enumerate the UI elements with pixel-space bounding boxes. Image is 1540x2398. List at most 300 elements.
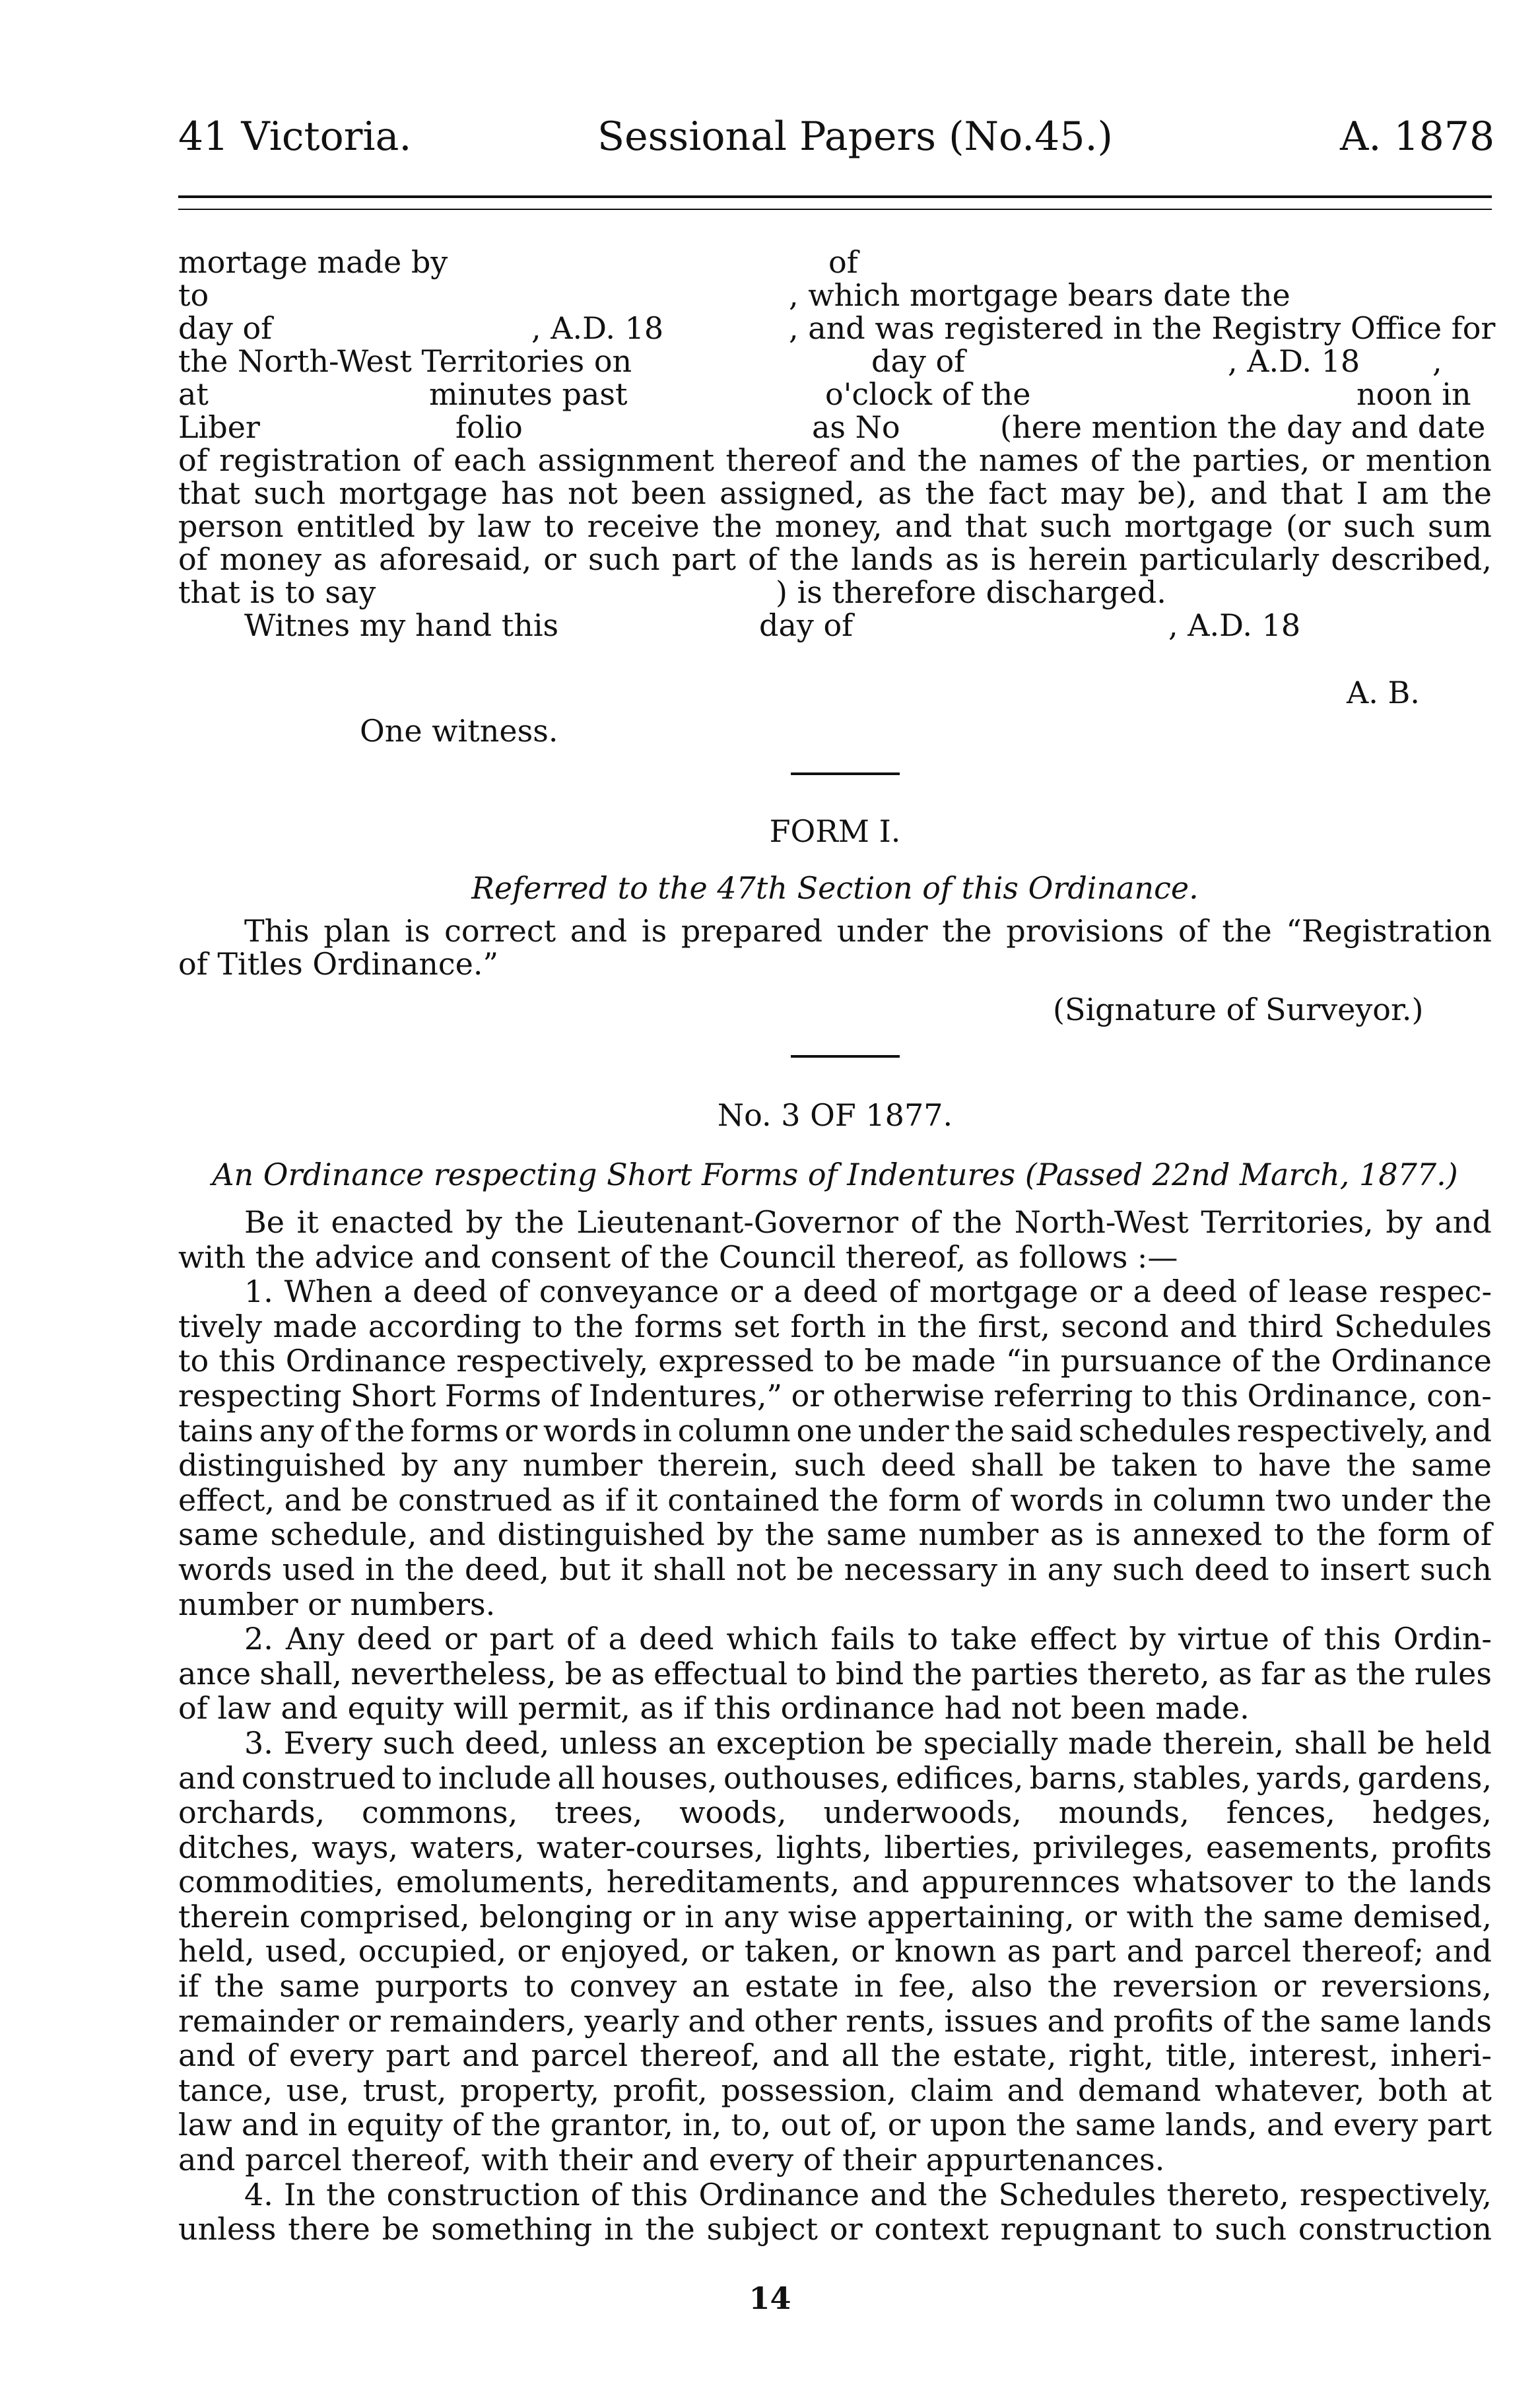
word: second — [1061, 1308, 1169, 1344]
word: fee, — [898, 1968, 956, 2004]
word: that — [1281, 475, 1343, 511]
form-h-row-say — [178, 576, 1492, 609]
word: exception — [716, 1725, 865, 1761]
word: This — [244, 913, 310, 949]
word: interest, — [1249, 2038, 1379, 2074]
text-line — [178, 2004, 1492, 2039]
word: context — [874, 2211, 989, 2247]
word: emoluments, — [395, 1864, 595, 1900]
word: in — [1007, 1551, 1038, 1587]
word: this — [218, 1343, 276, 1379]
word: convey — [569, 1968, 677, 2004]
word: shall — [653, 1551, 726, 1587]
word: tance, — [178, 2072, 273, 2108]
word: any — [1047, 1551, 1102, 1587]
text-line — [178, 2177, 1492, 2212]
word: particularly — [1139, 541, 1320, 577]
form-h-text: , which mortgage bears date the — [789, 277, 1290, 313]
word: profits — [1113, 2003, 1214, 2039]
word: or — [1321, 442, 1355, 478]
form-h-row-4 — [178, 345, 1492, 378]
word: reversions, — [1321, 1968, 1492, 2004]
word: part — [671, 541, 737, 577]
word: mounds, — [1058, 1795, 1189, 1831]
word: as — [1007, 1933, 1041, 1970]
word: part — [489, 1621, 554, 1657]
word: title, — [1165, 2038, 1238, 2074]
word: the — [952, 1204, 1003, 1240]
word: respectively, — [1300, 2176, 1492, 2212]
word: deed — [1194, 1551, 1269, 1587]
word: form — [888, 1482, 962, 1518]
word: and — [178, 1760, 236, 1796]
word: and — [852, 1864, 910, 1900]
word: insert — [1320, 1551, 1410, 1587]
word: as — [333, 541, 368, 577]
word: necessary — [844, 1551, 998, 1587]
form-h-text: , A.D. 18 — [1228, 343, 1360, 379]
word: this — [1323, 1621, 1381, 1657]
word: in — [1114, 1482, 1143, 1518]
word: of — [566, 1621, 596, 1657]
text-line — [178, 1309, 1492, 1344]
word: deed, — [465, 1725, 550, 1761]
word: the — [1271, 1343, 1322, 1379]
text-line — [178, 1726, 1492, 1761]
text-line — [178, 444, 1492, 477]
word: of, — [840, 2107, 879, 2143]
word: water-courses, — [536, 1829, 764, 1865]
text-line — [178, 1517, 1492, 1552]
form-h-text: to — [178, 277, 209, 313]
form-h-text: Liber — [178, 409, 260, 445]
word: by — [1386, 1204, 1423, 1240]
word: in — [854, 1968, 884, 2004]
word: is — [641, 913, 667, 949]
word: 4. — [244, 2176, 273, 2212]
word: of — [1232, 1343, 1261, 1379]
word: and — [284, 1482, 342, 1518]
word: such — [1215, 2211, 1287, 2247]
word: money, — [774, 508, 883, 544]
word: words — [178, 1551, 273, 1587]
word: words — [543, 1412, 637, 1449]
word: trust, — [362, 2072, 447, 2108]
word: con- — [1426, 1377, 1492, 1414]
word: Be — [244, 1204, 285, 1240]
word: When — [284, 1274, 373, 1310]
word: repugnant — [1000, 2211, 1161, 2247]
word: used, — [265, 1933, 348, 1970]
word: lease — [1289, 1274, 1368, 1310]
word: entitled — [296, 508, 415, 544]
word: as — [1313, 1655, 1347, 1692]
word: be — [564, 1655, 603, 1692]
word: liberties, — [884, 1829, 1021, 1865]
word: such — [383, 1725, 455, 1761]
word: to — [401, 1760, 432, 1796]
text-line — [178, 477, 1492, 510]
word: as — [878, 475, 912, 511]
word: the — [890, 2038, 941, 2074]
form-h-text: at — [178, 376, 209, 412]
word: by — [428, 508, 465, 544]
word: appertaining, — [867, 1898, 1075, 1935]
form-h-text: Witnes my hand this — [244, 607, 559, 643]
word: as — [1050, 1517, 1084, 1553]
text-line — [178, 2107, 1492, 2142]
word: this — [1181, 1377, 1239, 1414]
word: ance — [178, 1655, 251, 1692]
word: conveyance — [539, 1274, 720, 1310]
header-title: Sessional Papers (No.45.) — [597, 114, 1113, 160]
word: two — [1275, 1482, 1332, 1518]
word: or — [1273, 1968, 1306, 2004]
word: forth — [790, 1308, 867, 1344]
word: a — [384, 1274, 402, 1310]
word: third — [1248, 1308, 1323, 1344]
word: gardens, — [1357, 1760, 1492, 1796]
word: and — [1210, 475, 1267, 511]
word: assigned, — [720, 475, 865, 511]
word: commodities, — [178, 1864, 384, 1900]
word: column — [677, 1412, 791, 1449]
word: 3. — [244, 1725, 273, 1761]
word: woods, — [679, 1795, 787, 1831]
word: outhouses, — [723, 1760, 890, 1796]
word: taken — [1111, 1447, 1198, 1484]
word: money — [219, 541, 321, 577]
form-h-text: day of — [178, 310, 273, 346]
word: been — [631, 475, 706, 511]
word: an — [692, 1968, 730, 2004]
form-h-text: day of — [759, 607, 854, 643]
form-i-paragraph — [178, 914, 1492, 980]
word: effectual — [653, 1655, 788, 1692]
word: person — [178, 508, 284, 544]
word: or — [543, 541, 576, 577]
word: deed — [1162, 1274, 1238, 1310]
word: not — [568, 475, 618, 511]
word: claim — [910, 2072, 993, 2108]
word: distinguished — [178, 1447, 386, 1484]
word: the — [918, 442, 968, 478]
word: in — [685, 1898, 714, 1935]
word: reversion — [1112, 1968, 1258, 2004]
word: assignment — [537, 442, 715, 478]
word: unless — [559, 1725, 658, 1761]
word: forms — [634, 1308, 723, 1344]
word: use, — [286, 2072, 349, 2108]
word: take — [951, 1621, 1018, 1657]
form-h-paragraph — [178, 444, 1492, 576]
word: every — [288, 2038, 374, 2074]
word: such — [1420, 1551, 1492, 1587]
word: at — [1461, 2072, 1492, 2108]
word: of — [1281, 1621, 1312, 1657]
word: such — [253, 475, 326, 511]
word: and — [428, 1517, 486, 1553]
word: Lieutenant-Governor — [576, 1204, 898, 1240]
word: the — [405, 1551, 455, 1587]
word: and — [178, 2038, 236, 2074]
word: contained — [667, 1482, 820, 1518]
word: the — [954, 1412, 1005, 1449]
word: law — [178, 2107, 232, 2143]
word: deed, — [464, 1551, 549, 1587]
word: ditches, — [178, 1829, 300, 1865]
word: lands — [1409, 2003, 1492, 2039]
one-witness-label: One witness. — [360, 713, 558, 749]
word: every — [1333, 2107, 1419, 2143]
word: Territories, — [1201, 1204, 1374, 1240]
word: construction — [386, 2176, 580, 2212]
word: has — [501, 475, 554, 511]
word: same — [1411, 1447, 1492, 1484]
word: wise — [787, 1898, 857, 1935]
word: said — [1010, 1412, 1073, 1449]
word: as — [1218, 1655, 1252, 1692]
word: an — [668, 1725, 706, 1761]
word: something — [431, 2211, 593, 2247]
word: be — [796, 1551, 834, 1587]
word: the — [354, 1412, 405, 1449]
text-line: number or numbers. — [178, 1586, 496, 1622]
word: thereof — [725, 442, 838, 478]
word: the — [514, 1204, 564, 1240]
word: may — [1060, 475, 1125, 511]
word: to — [907, 1621, 939, 1657]
word: the — [1346, 1447, 1396, 1484]
word: edifices, — [896, 1760, 1024, 1796]
word: the — [1261, 2003, 1311, 2039]
word: and — [1007, 2072, 1065, 2108]
word: mortgage — [929, 1274, 1079, 1310]
word: and — [461, 2038, 519, 2074]
word: words — [1010, 1482, 1104, 1518]
word: be — [864, 1343, 902, 1379]
word: remainders, — [389, 2003, 576, 2039]
word: to — [1279, 1551, 1310, 1587]
word: expressed — [658, 1343, 814, 1379]
word: it — [296, 1204, 319, 1240]
word: demised, — [1353, 1898, 1492, 1935]
word: the — [937, 2176, 988, 2212]
word: or — [791, 1377, 824, 1414]
word: that — [964, 508, 1027, 544]
word: the — [1131, 442, 1182, 478]
word: names — [978, 442, 1079, 478]
form-h-text: , A.D. 18 — [531, 310, 664, 346]
word: same — [279, 1968, 360, 2004]
word: same — [1263, 1898, 1344, 1935]
word: or — [347, 2003, 381, 2039]
word: thereto, — [1087, 1655, 1210, 1692]
text-line — [178, 1483, 1492, 1518]
word: part — [385, 2038, 450, 2074]
word: the — [1203, 1898, 1254, 1935]
word: forms — [410, 1412, 499, 1449]
text-line — [178, 1969, 1492, 2004]
word: the — [1442, 475, 1492, 511]
word: of — [319, 1412, 350, 1449]
word: a — [1133, 1274, 1151, 1310]
word: herein — [1028, 541, 1127, 577]
word: of — [1462, 1517, 1492, 1553]
word: any — [723, 1898, 779, 1935]
word: to — [824, 1343, 855, 1379]
word: the — [645, 2211, 695, 2247]
word: such — [1040, 508, 1112, 544]
word: privileges, — [1032, 1829, 1194, 1865]
word: registration — [219, 442, 401, 478]
word: if — [178, 1968, 199, 2004]
word: plan — [323, 913, 391, 949]
word: is — [991, 541, 1017, 577]
word: to — [178, 1343, 209, 1379]
word: shall — [1294, 1725, 1367, 1761]
word: pursuance — [1060, 1343, 1222, 1379]
word: Schedules — [1334, 1308, 1492, 1344]
text-line — [178, 1795, 1492, 1830]
word: is — [405, 913, 430, 949]
ordinance-body — [178, 1205, 1492, 2247]
word: Every — [283, 1725, 373, 1761]
word: mention — [1365, 442, 1492, 478]
word: the — [1016, 2107, 1066, 2143]
word: remainder — [178, 2003, 339, 2039]
word: and — [870, 2176, 927, 2212]
form-h-text: minutes past — [429, 376, 628, 412]
word: therein, — [657, 1447, 779, 1484]
word: of — [452, 2107, 482, 2143]
word: otherwise — [832, 1377, 985, 1414]
word: the — [925, 475, 975, 511]
word: parties — [971, 1655, 1079, 1692]
word: orchards, — [178, 1795, 325, 1831]
form-h-text: ) is therefore discharged. — [776, 574, 1166, 610]
header-session: 41 Victoria. — [178, 114, 412, 160]
text-line — [178, 1344, 1492, 1379]
text-line — [178, 2073, 1492, 2108]
word: distinguished — [497, 1517, 705, 1553]
word: the — [1048, 1968, 1098, 2004]
word: taken, — [744, 1933, 840, 1970]
word: commons, — [362, 1795, 518, 1831]
word: each — [453, 442, 527, 478]
word: of — [550, 1377, 580, 1414]
word: appurennces — [921, 1864, 1121, 1900]
word: of — [247, 2038, 277, 2074]
word: this — [630, 2176, 688, 2212]
word: correct — [444, 913, 556, 949]
form-h-text: of — [828, 244, 858, 280]
word: a — [608, 1621, 627, 1657]
word: such — [1343, 508, 1415, 544]
word: if — [605, 1482, 626, 1518]
word: fences, — [1226, 1795, 1335, 1831]
word: estate, — [953, 2038, 1057, 2074]
form-h-text: , A.D. 18 — [1168, 607, 1301, 643]
word: according — [368, 1308, 521, 1344]
word: as — [945, 541, 980, 577]
text-line — [178, 1552, 1492, 1587]
ordinance-heading: No. 3 OF 1877. — [717, 1097, 953, 1133]
word: to — [1304, 1864, 1335, 1900]
word: enacted — [331, 1204, 453, 1240]
word: mortgage — [1124, 508, 1273, 544]
word: In — [284, 2176, 316, 2212]
word: and — [1266, 2107, 1324, 2143]
word: respec- — [1379, 1274, 1492, 1310]
word: and — [688, 2003, 745, 2039]
form-h-row-2 — [178, 279, 1492, 312]
word: lands, — [1165, 2107, 1257, 2143]
word: and — [1434, 1933, 1492, 1970]
word: by — [716, 1517, 754, 1553]
word: construed — [241, 1760, 396, 1796]
word: by — [1129, 1621, 1166, 1657]
word: am — [1382, 475, 1429, 511]
text-line — [178, 1934, 1492, 1969]
word: Indentures,” — [588, 1377, 783, 1414]
word: any — [259, 1412, 314, 1449]
word: all — [841, 2038, 879, 2074]
word: held — [1424, 1725, 1492, 1761]
word: profit, — [613, 2072, 708, 2108]
word: thereof; — [1302, 1933, 1424, 1970]
word: construed — [398, 1482, 552, 1518]
word: deed — [803, 1274, 878, 1310]
word: have — [1258, 1447, 1331, 1484]
word: of — [178, 541, 208, 577]
word: or — [851, 1933, 884, 1970]
form-h-row-1 — [178, 246, 1492, 279]
form-h-text: day of — [871, 343, 966, 379]
word: tively — [178, 1308, 263, 1344]
word: all — [557, 1760, 595, 1796]
word: the — [942, 913, 992, 949]
word: specially — [923, 1725, 1058, 1761]
word: schedules — [1079, 1412, 1232, 1449]
word: include — [438, 1760, 552, 1796]
word: in — [308, 2107, 337, 2143]
word: hedges, — [1372, 1795, 1492, 1831]
word: rents, — [846, 2003, 935, 2039]
signer-initials: A. B. — [1347, 675, 1420, 710]
word: effect, — [178, 1482, 275, 1518]
word: also — [970, 1968, 1033, 2004]
word: enjoyed, — [560, 1933, 690, 1970]
word: and — [849, 442, 906, 478]
word: houses, — [601, 1760, 718, 1796]
form-h-text: as No — [812, 409, 900, 445]
word: (or — [1285, 508, 1331, 544]
word: of — [413, 442, 442, 478]
word: part — [1052, 1933, 1116, 1970]
word: Ordinance — [285, 1343, 447, 1379]
word: belonging — [479, 1898, 633, 1935]
word: possession, — [721, 2072, 896, 2108]
word: the — [917, 1308, 967, 1344]
word: column — [1153, 1482, 1266, 1518]
word: fails — [830, 1621, 895, 1657]
form-h-text: noon in — [1356, 376, 1471, 412]
text-line — [178, 1274, 1492, 1309]
word: of — [1222, 2003, 1252, 2039]
word: the — [1222, 913, 1272, 949]
word: to — [1274, 1517, 1305, 1553]
